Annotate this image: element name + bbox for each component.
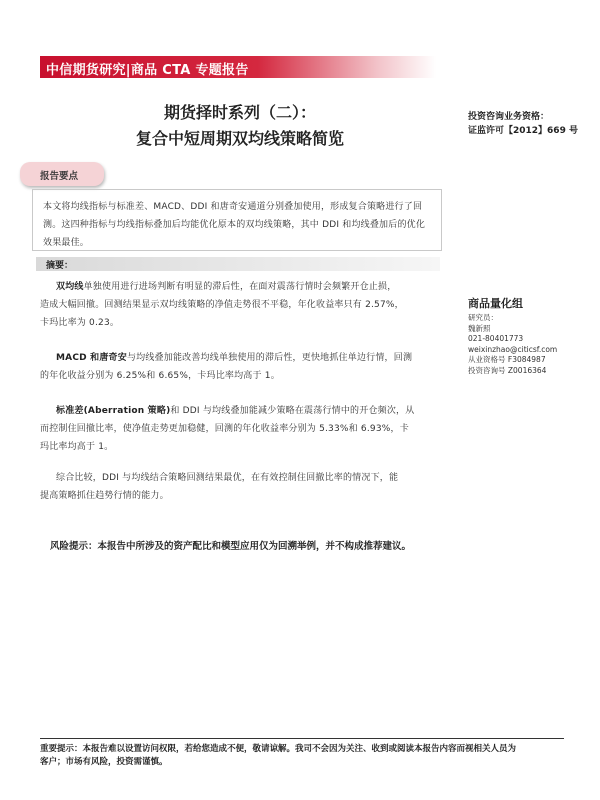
abstract-heading — [36, 257, 440, 271]
paragraph-lead: 标准差(Aberration 策略) — [56, 406, 171, 416]
qualification-license: 证监许可【2012】669 号 — [468, 126, 578, 136]
analyst-cert: 从业资格号 F3084987 — [468, 355, 546, 364]
footer-disclaimer — [40, 743, 566, 769]
paragraph-line: 提高策略抓住趋势行情的能力。 — [40, 491, 169, 501]
research-group-title: 商品量化组 — [468, 297, 523, 310]
paragraph-line: 造成大幅回撤。回测结果显示双均线策略的净值走势很不平稳，年化收益率只有 2.57%， — [40, 300, 404, 310]
paragraph-dual-ma — [40, 278, 442, 332]
footer-line2: 客户；市场有风险，投资需谨慎。 — [40, 757, 168, 767]
analyst-name: 魏新照 — [468, 323, 491, 333]
footer-line1: 重要提示：本报告难以设置访问权限，若给您造成不便，敬请谅解。我司不会因为关注、收到或阅读本报告内容而视相关人员为 — [40, 744, 517, 754]
risk-warning: 风险提示：本报告中所涉及的资产配比和模型应用仅为回溯举例，并不构成推荐建议。 — [50, 541, 412, 552]
analyst-email[interactable]: weixinzhao@citicsf.com — [468, 344, 558, 354]
paragraph-aberration — [40, 402, 442, 456]
summary-text: 本文将均线指标与标准差、MACD、DDI 和唐奇安通道分别叠加使用，形成复合策略进行了回测。这四种指标与均线指标叠加后均能优化原本的双均线策略，其中 DDI 和均线叠加后的优化效果最佳。 — [43, 202, 426, 248]
analyst-advisory-cert: 投资咨询号 Z0016364 — [468, 365, 547, 375]
report-banner — [40, 56, 436, 78]
paragraph-line: 标准差(Aberration 策略)和 DDI 与均线叠加能减少策略在震荡行情中的开仓频次，从 — [56, 406, 415, 416]
paragraph-line: 双均线单独使用进行进场判断有明显的滞后性，在面对震荡行情时会频繁开仓止损， — [56, 282, 397, 292]
analyst-role: 研究员： — [468, 313, 498, 322]
banner-title: 中信期货研究|商品 CTA 专题报告 — [46, 63, 249, 78]
paragraph-line: 玛比率均高于 1。 — [40, 442, 114, 452]
footer-divider — [40, 738, 564, 739]
paragraph-line: 综合比较，DDI 与均线结合策略回测结果最优，在有效控制住回撤比率的情况下，能 — [56, 473, 399, 483]
paragraph-line: 的年化收益分别为 6.25%和 6.65%，卡玛比率均高于 1。 — [40, 371, 280, 381]
report-title-line2: 复合中短周期双均线策略简览 — [135, 129, 344, 148]
paragraph-conclusion — [40, 469, 442, 505]
summary-box — [32, 189, 442, 251]
paragraph-line: 卡玛比率为 0.23。 — [40, 318, 120, 328]
abstract-label: 摘要： — [46, 261, 74, 271]
paragraph-lead: 双均线 — [56, 282, 84, 292]
paragraph-line: MACD 和唐奇安与均线叠加能改善均线单独使用的滞后性，更快地抓住单边行情，回测 — [56, 353, 413, 363]
paragraph-lead: MACD 和唐奇安 — [56, 353, 127, 363]
qualification-label: 投资咨询业务资格： — [468, 112, 550, 122]
analyst-info — [468, 313, 557, 376]
analyst-phone: 021-80401773 — [468, 334, 524, 343]
report-points-label: 报告要点 — [40, 171, 79, 182]
report-title-line1: 期货择时系列（二）： — [163, 103, 316, 122]
report-points-tag — [20, 162, 104, 186]
paragraph-line: 而控制住回撤比率，使净值走势更加稳健，回测的年化收益率分别为 5.33%和 6.93%，卡 — [40, 424, 409, 434]
paragraph-macd — [40, 349, 442, 385]
